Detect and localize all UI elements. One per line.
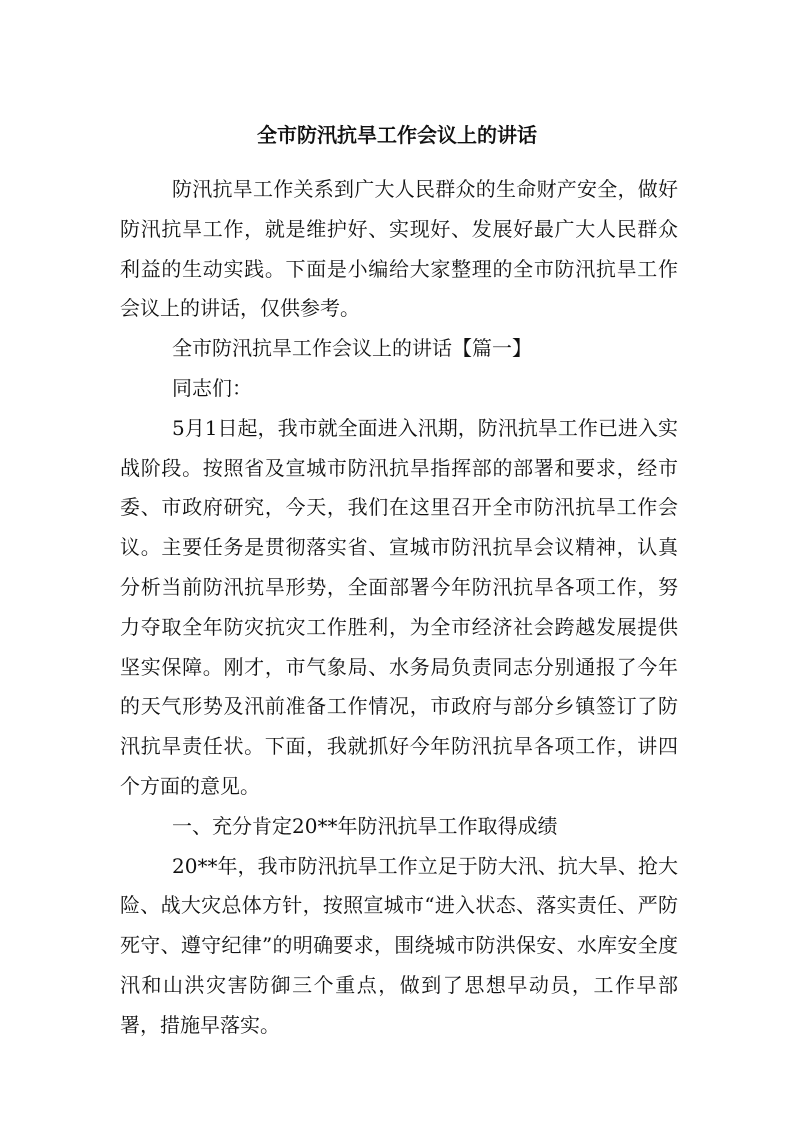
section-heading-part-one: 全市防汛抗旱工作会议上的讲话【篇一】: [172, 336, 532, 361]
paragraph-intro: 防汛抗旱工作关系到广大人民群众的生命财产安全，做好防汛抗旱工作，就是维护好、实现好、发展好最广大人民群众利益的生动实践。下面是小编给大家整理的全市防汛抗旱工作会议上的讲话，仅供参考。: [120, 177, 678, 321]
document-body: [120, 170, 678, 1046]
salutation: 同志们：: [172, 375, 252, 400]
section-heading-one: 一、充分肯定20**年防汛抗旱工作取得成绩: [172, 813, 558, 838]
paragraph-opening: 5月1日起，我市就全面进入汛期，防汛抗旱工作已进入实战阶段。按照省及宣城市防汛抗旱指挥部的部署和要求，经市委、市政府研究，今天，我们在这里召开全市防汛抗旱工作会议。主要任务是贯彻落实省、宣城市防汛抗旱会议精神，认真分析当前防汛抗旱形势，全面部署今年防汛抗旱各项工作，努力夺取全年防灾抗灾工作胜利，为全市经济社会跨越发展提供坚实保障。刚才，市气象局、水务局负责同志分别通报了今年的天气形势及汛前准备工作情况，市政府与部分乡镇签订了防汛抗旱责任状。下面，我就抓好今年防汛抗旱各项工作，讲四个方面的意见。: [120, 415, 678, 798]
paragraph-achievements: 20**年，我市防汛抗旱工作立足于防大汛、抗大旱、抢大险、战大灾总体方针，按照宣城市“进入状态、落实责任、严防死守、遵守纪律”的明确要求，围绕城市防洪保安、水库安全度汛和山洪灾害防御三个重点，做到了思想早动员，工作早部署，措施早落实。: [120, 853, 678, 1037]
document-title: 全市防汛抗旱工作会议上的讲话: [257, 123, 537, 147]
